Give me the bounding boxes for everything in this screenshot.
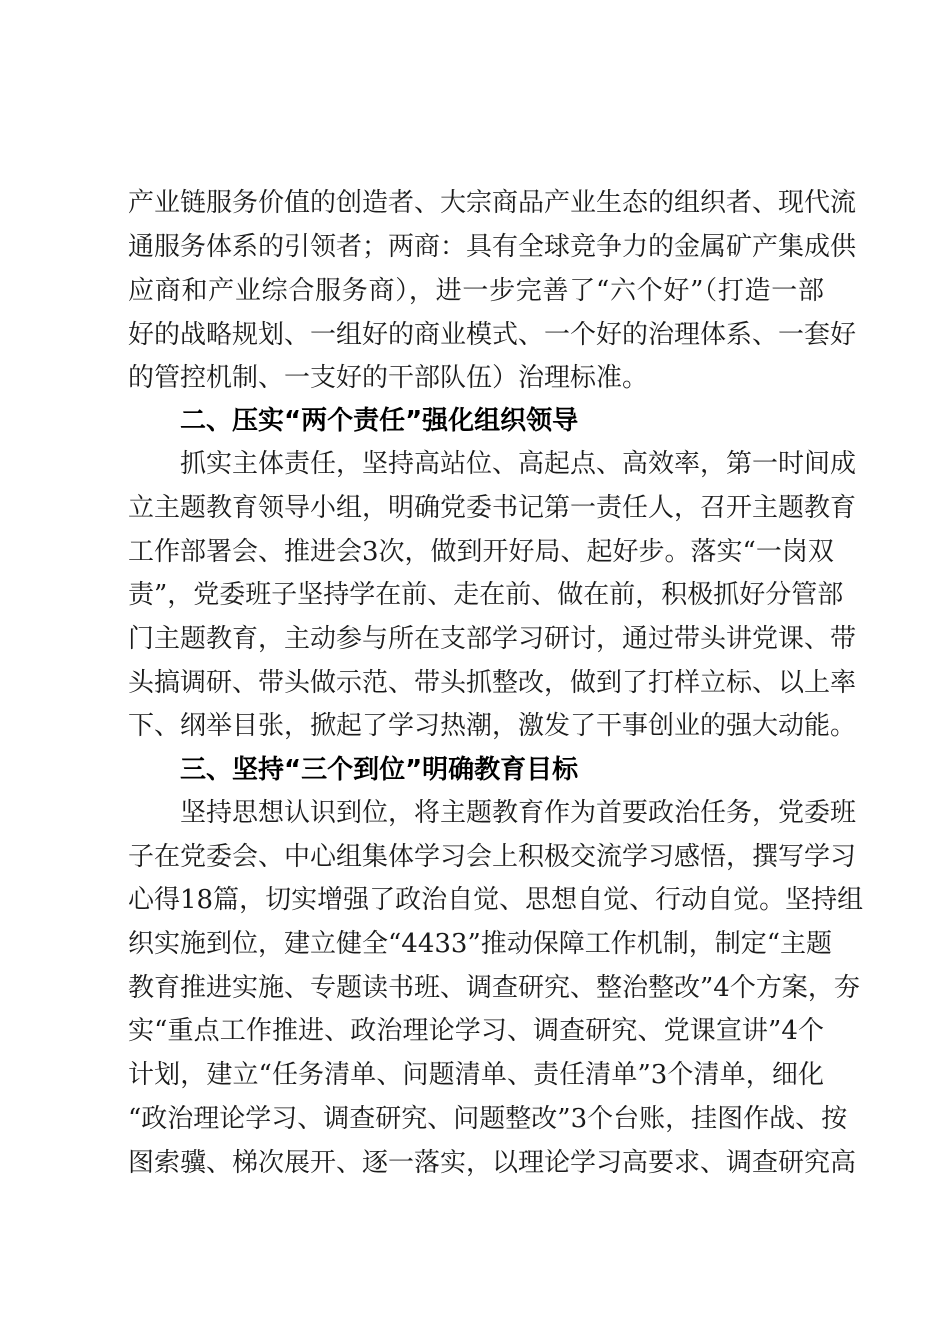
paragraph-line: 抓实主体责任，坚持高站位、高起点、高效率，第一时间成 xyxy=(180,449,857,479)
paragraph-line: 图索骥、梯次展开、逐一落实，以理论学习高要求、调查研究高 xyxy=(128,1148,857,1178)
section-heading: 二、压实“两个责任”强化组织领导 xyxy=(180,406,579,436)
paragraph-line: 工作部署会、推进会3次，做到开好局、起好步。落实“一岗双 xyxy=(128,537,834,567)
paragraph-line: 的管控机制、一支好的干部队伍）治理标准。 xyxy=(128,363,649,393)
paragraph-line: 好的战略规划、一组好的商业模式、一个好的治理体系、一套好 xyxy=(128,320,857,350)
paragraph-line: 门主题教育，主动参与所在支部学习研讨，通过带头讲党课、带 xyxy=(128,624,857,654)
paragraph-line: 计划，建立“任务清单、问题清单、责任清单”3个清单，细化 xyxy=(128,1060,824,1090)
paragraph-line: 教育推进实施、专题读书班、调查研究、整治整改”4个方案，夯 xyxy=(128,973,860,1003)
paragraph-line: 应商和产业综合服务商），进一步完善了“六个好”（打造一部 xyxy=(128,276,824,306)
paragraph-line: 心得18篇，切实增强了政治自觉、思想自觉、行动自觉。坚持组 xyxy=(128,885,864,915)
paragraph-line: 立主题教育领导小组，明确党委书记第一责任人，召开主题教育 xyxy=(128,493,857,523)
paragraph-line: “政治理论学习、调查研究、问题整改”3个台账，挂图作战、按 xyxy=(128,1104,848,1134)
section-heading: 三、坚持“三个到位”明确教育目标 xyxy=(180,755,579,785)
paragraph-line: 责”，党委班子坚持学在前、走在前、做在前，积极抓好分管部 xyxy=(128,580,844,610)
paragraph-line: 子在党委会、中心组集体学习会上积极交流学习感悟，撰写学习 xyxy=(128,842,857,872)
paragraph-line: 织实施到位，建立健全“4433”推动保障工作机制，制定“主题 xyxy=(128,929,833,959)
paragraph-line: 坚持思想认识到位，将主题教育作为首要政治任务，党委班 xyxy=(180,798,857,828)
paragraph-line: 头搞调研、带头做示范、带头抓整改，做到了打样立标、以上率 xyxy=(128,668,857,698)
paragraph-line: 产业链服务价值的创造者、大宗商品产业生态的组织者、现代流 xyxy=(128,188,857,218)
paragraph-line: 通服务体系的引领者；两商：具有全球竞争力的金属矿产集成供 xyxy=(128,232,857,262)
paragraph-line: 下、纲举目张，掀起了学习热潮，激发了干事创业的强大动能。 xyxy=(128,711,857,741)
paragraph-line: 实“重点工作推进、政治理论学习、调查研究、党课宣讲”4个 xyxy=(128,1016,824,1046)
